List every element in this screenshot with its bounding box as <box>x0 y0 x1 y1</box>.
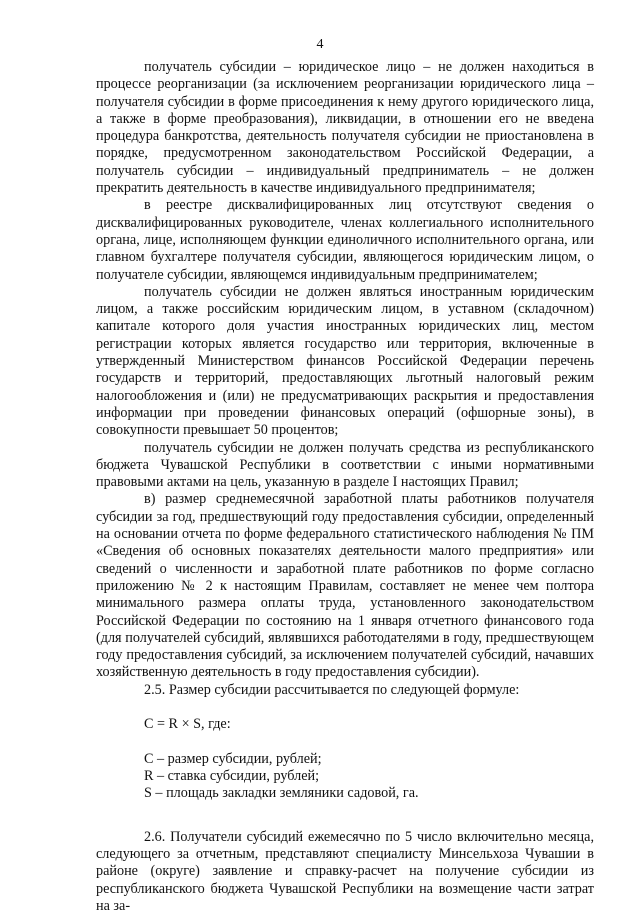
definition-s: S – площадь закладки земляники садовой, га. <box>144 785 419 802</box>
paragraph-reorganization: получатель субсидии – юридическое лицо – не должен находиться в процессе реорганизации (за исключением реорганизации юридического лица – получателя субсидии в форме присоединения к нему другого юридического лица, а также в форме преобразования), ликвидации, в отношении его не введена процедура банкротства, деятельность получателя субсидии не приостановлена в порядке, предусмотренном законодательством Российской Федерации, а получатель субсидии – индивидуальный предприниматель – не должен прекратить деятельность в качестве индивидуального предпринимателя; <box>96 59 594 197</box>
subsidy-formula: C = R × S, где: <box>144 716 231 733</box>
paragraph-average-salary: в) размер среднемесячной заработной платы работников получателя субсидии за год, предшествующий году предоставления субсидии, определенный на основании отчета по форме федерального статистического наблюдения № ПМ «Сведения об основных показателях деятельности малого предприятия» или сведений о численности и заработной плате работников по форме согласно приложению № 2 к настоящим Правилам, составляет не менее чем полтора минимального размера оплаты труда, установленного законодательством Российской Федерации по состоянию на 1 января отчетного финансового года (для получателей субсидий, являвшихся работодателями в году, предшествующем году предоставления субсидий, за исключением получателей субсидий, начавших хозяйственную деятельность в году предоставления субсидии). <box>96 491 594 681</box>
paragraph-foreign-entity: получатель субсидии не должен являться иностранным юридическим лицом, а также российским юридическим лицом, в уставном (складочном) капитале которого доля участия иностранных юридических лиц, местом регистрации которых является государство или территория, включенные в утвержденный Министерством финансов Российской Федерации перечень государств и территорий, предоставляющих льготный налоговый режим налогообложения и (или) не предусматривающих раскрытия и предоставления информации при проведении финансовых операций (офшорные зоны), в совокупности превышает 50 процентов; <box>96 283 594 439</box>
definition-c: C – размер субсидии, рублей; <box>144 750 322 767</box>
definition-r: R – ставка субсидии, рублей; <box>144 768 320 785</box>
paragraph-monthly-submission: 2.6. Получатели субсидий ежемесячно по 5 число включительно месяца, следующего за отчетным, представляют специалисту Минсельхоза Чувашии в районе (округе) заявление и справку-расчет на получение субсидии из республиканского бюджета Чувашской Республики на возмещение части затрат на за- <box>96 828 594 914</box>
paragraph-budget-funds: получатель субсидии не должен получать средства из республиканского бюджета Чувашской Республики в соответствии с иными нормативными правовыми актами на цель, указанную в разделе I настоящих Правил; <box>96 439 594 491</box>
paragraph-disqualified-persons: в реестре дисквалифицированных лиц отсутствуют сведения о дисквалифицированных руководителе, членах коллегиального исполнительного органа, лице, исполняющем функции единоличного исполнительного органа, или главном бухгалтере получателя субсидии, являющегося юридическим лицом, о получателе субсидии, являющемся индивидуальным предпринимателем; <box>96 197 594 283</box>
page-number: 4 <box>316 37 324 52</box>
paragraph-subsidy-formula-intro: 2.5. Размер субсидии рассчитывается по следующей формуле: <box>144 681 520 698</box>
document-body <box>96 59 594 915</box>
